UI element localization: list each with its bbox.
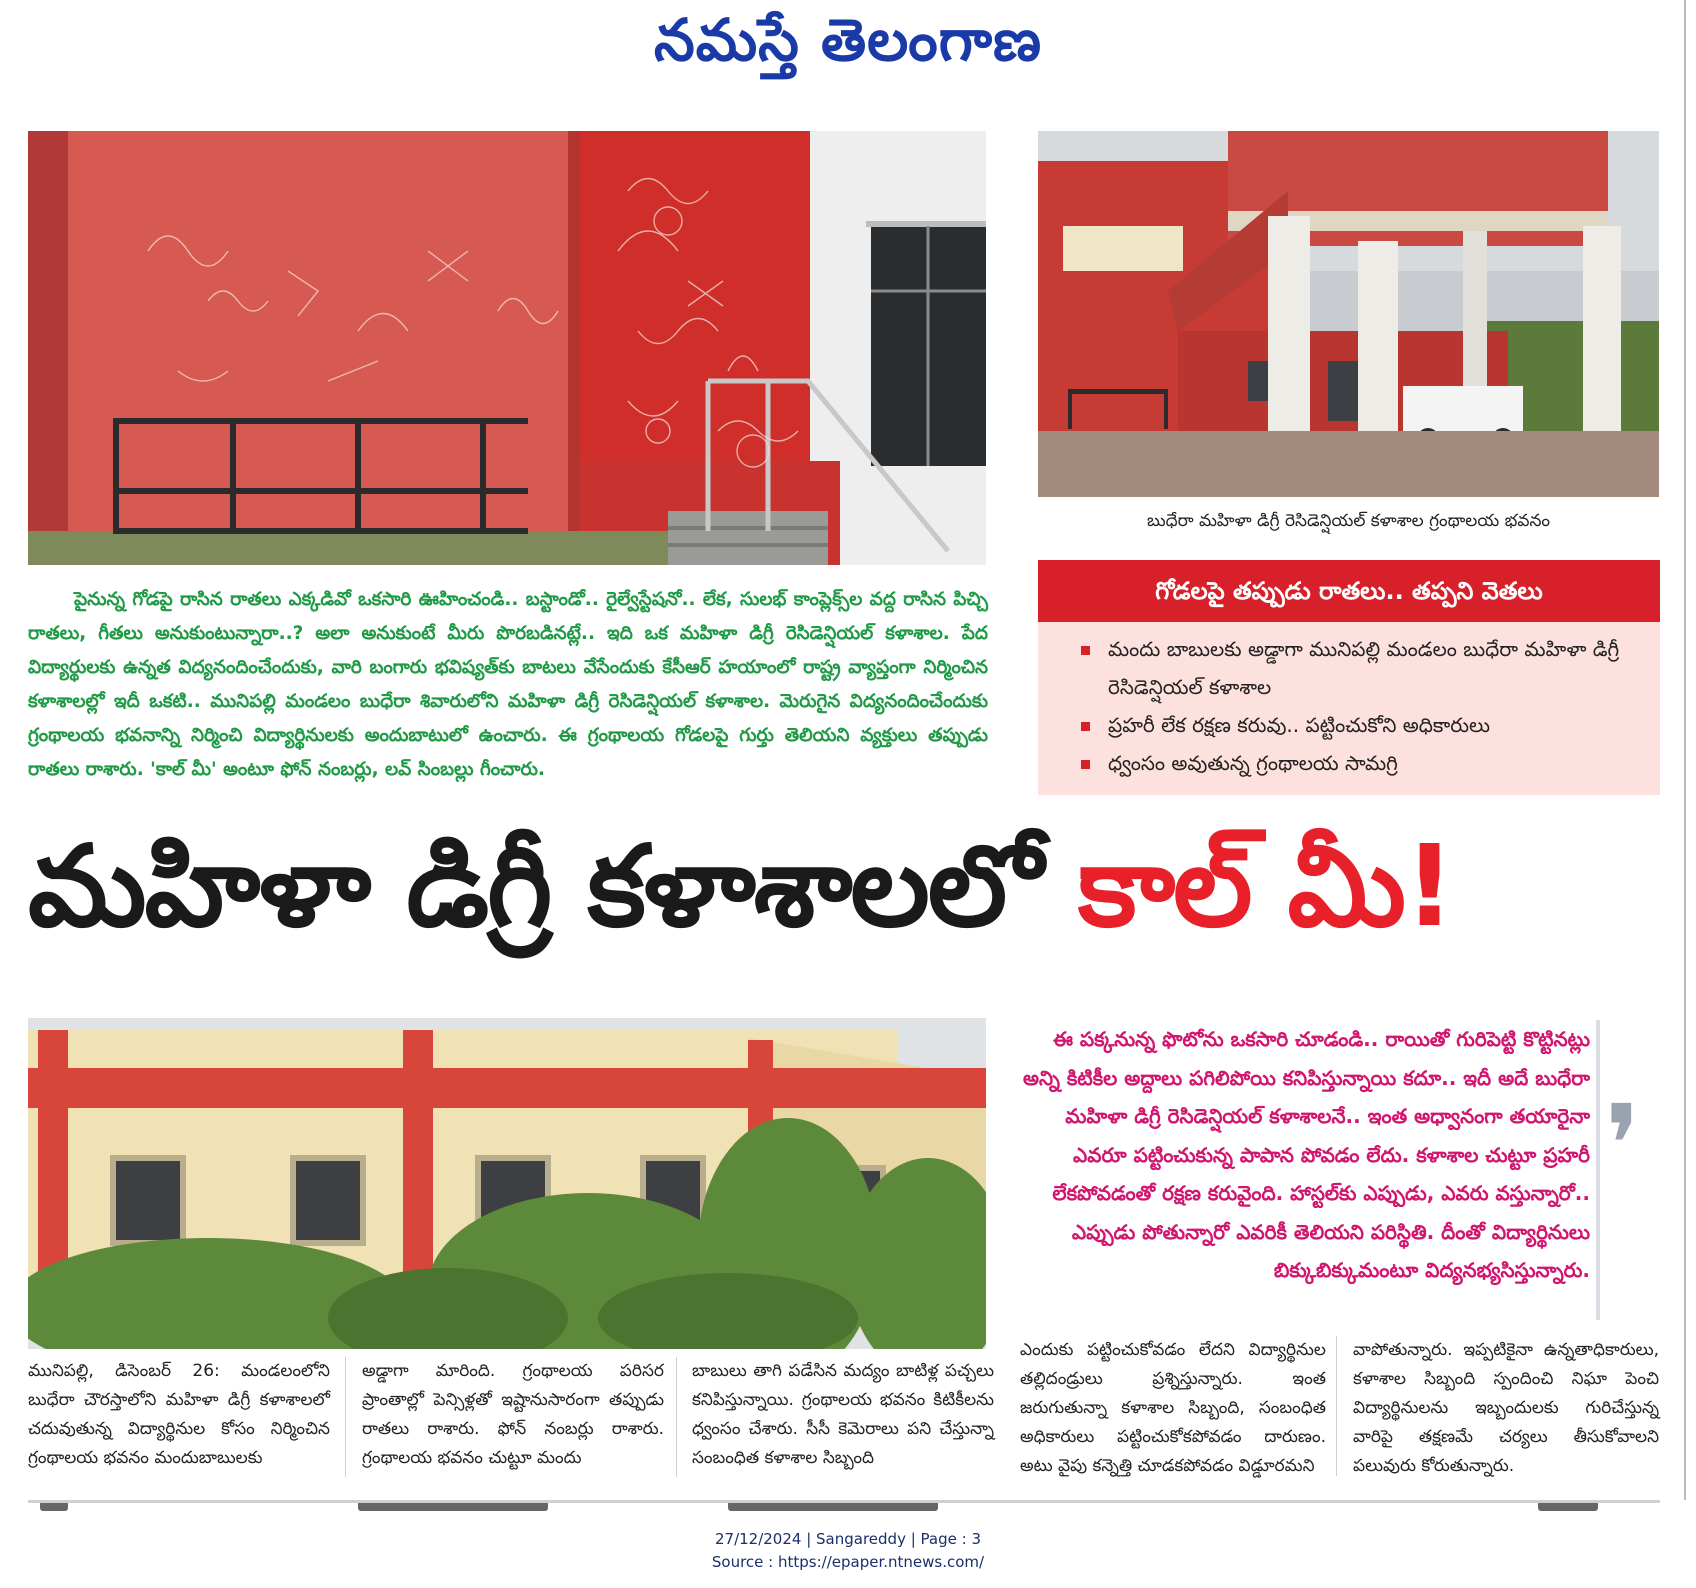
footer-source: Source : https://epaper.ntnews.com/ [711, 1553, 985, 1571]
highlights-list [1038, 630, 1660, 782]
highlight-text: ధ్వంసం అవుతున్న గ్రంథాలయ సామగ్రి [1108, 751, 1398, 775]
hostel-building-photo [28, 1018, 986, 1349]
square-bullet-icon [1081, 722, 1090, 731]
highlight-text: ప్రహరీ లేక రక్షణ కరువు.. పట్టించుకోని అధికారులు [1108, 713, 1491, 737]
column-divider [345, 1357, 346, 1477]
article-column-5: వాపోతున్నారు. ఇప్పటికైనా ఉన్నతాధికారులు, కళాశాల సిబ్బంది స్పందించి నిఘా పెంచి విద్యార్థినులను ఇబ్బందులకు గురిచేస్తున్న వారిపై తక్షణమే చర్యలు తీసుకోవాలని పలువురు కోరుతున్నారు. [1353, 1340, 1659, 1476]
quote-divider [1596, 1020, 1600, 1320]
cut-off-next-article [28, 1503, 1660, 1517]
highlight-text: మందు బాబులకు అడ్డాగా మునిపల్లి మండలం బుధేరా మహిళా డిగ్రీ రెసిడెన్షియల్ కళాశాల [1108, 637, 1620, 699]
pull-quote: ఈ పక్కనున్న ఫొటోను ఒకసారి చూడండి.. రాయితో గురిపెట్టి కొట్టినట్లు అన్ని కిటికీల అద్దాలు పగిలిపోయి కనిపిస్తున్నాయి కదూ.. ఇదీ అదే బుధేరా మహిళా డిగ్రీ రెసిడెన్షియల్ కళాశాలనే.. ఇంత అధ్వానంగా తయారైనా ఎవరూ పట్టించుకున్న పాపాన పోవడం లేదు. కళాశాల చుట్టూ ప్రహరీ లేకపోవడంతో రక్షణ కరువైంది. హాస్టల్‌కు ఎప్పుడు, ఎవరు వస్తున్నారో.. ఎప్పుడు పోతున్నారో ఎవరికీ తెలియని పరిస్థితి. దీంతో విద్యార్థినులు బిక్కుబిక్కుమంటూ విద్యనభ్యసిస్తున్నారు. [1023, 1027, 1590, 1282]
highlight-item [1038, 706, 1660, 744]
highlight-item [1038, 630, 1660, 706]
photo-caption: బుధేరా మహిళా డిగ్రీ రెసిడెన్షియల్ కళాశాల గ్రంథాలయ భవనం [1146, 511, 1551, 531]
masthead-title: నమస్తే తెలంగాణ [654, 6, 1042, 74]
headline-black-part: మహిళా డిగ్రీ కళాశాలలో [28, 822, 1079, 952]
square-bullet-icon [1081, 646, 1090, 655]
highlight-item [1038, 744, 1660, 782]
graffiti-wall-photo [28, 131, 986, 565]
page-edge-rule [1684, 0, 1686, 1500]
article-column-3: బాబులు తాగి పడేసిన మద్యం బాటిళ్ల పచ్చలు కనిపిస్తున్నాయి. గ్రంథాలయ భవనం కిటికీలను ధ్వంసం చేశారు. సీసీ కెమెరాలు పని చేస్తున్నా సంబంధిత కళాశాల సిబ్బంది [692, 1361, 994, 1468]
square-bullet-icon [1081, 760, 1090, 769]
column-divider [1336, 1336, 1337, 1476]
article-column-4: ఎందుకు పట్టించుకోవడం లేదని విద్యార్థినుల తల్లిదండ్రులు ప్రశ్నిస్తున్నారు. ఇంత జరుగుతున్నా కళాశాల సిబ్బంది, సంబంధిత అధికారులు పట్టించుకోకపోవడం దారుణం. అటు వైపు కన్నెత్తి చూడకపోవడం విడ్డూరమని [1020, 1340, 1326, 1476]
highlights-title: గోడలపై తప్పుడు రాతలు.. తప్పని వెతలు [1038, 560, 1660, 622]
article-column-1: మునిపల్లి, డిసెంబర్ 26: మండలంలోని బుధేరా చౌరస్తాలోని మహిళా డిగ్రీ కళాశాలలో చదువుతున్న విద్యార్థినుల కోసం నిర్మించిన గ్రంథాలయ భవనం మందుబాబులకు [28, 1361, 330, 1468]
highlights-box [1038, 560, 1660, 795]
intro-paragraph: పైనున్న గోడపై రాసిన రాతలు ఎక్కడివో ఒకసారి ఊహించండి.. బస్టాండో.. రైల్వేస్టేషనో.. లేక, సులభ్ కాంప్లెక్స్‌ల వద్ద రాసిన పిచ్చి రాతలు, గీతలు అనుకుంటున్నారా..? అలా అనుకుంటే మీరు పొరబడినట్లే.. ఇది ఒక మహిళా డిగ్రీ రెసిడెన్షియల్ కళాశాల. పేద విద్యార్థులకు ఉన్నత విద్యనందించేందుకు, వారి బంగారు భవిష్యత్‌కు బాటలు వేసేందుకు కేసీఆర్ హయాంలో రాష్ట్ర వ్యాప్తంగా నిర్మించిన కళాశాలల్లో ఇదీ ఒకటి.. మునిపల్లి మండలం బుధేరా శివారులోని మహిళా డిగ్రీ రెసిడెన్షియల్ కళాశాల. మెరుగైన విద్యనందించేందుకు గ్రంథాలయ భవనాన్ని నిర్మించి విద్యార్థినులకు అందుబాటులో ఉంచారు. ఈ గ్రంథాలయ గోడలపై గుర్తు తెలియని వ్యక్తులు తప్పుడు రాతలు రాశారు. 'కాల్ మీ' అంటూ ఫోన్ నంబర్లు, లవ్ సింబల్లు గీంచారు. [28, 589, 988, 780]
headline-red-part: కాల్ మీ! [1078, 822, 1454, 952]
library-building-photo [1038, 131, 1659, 497]
article-column-2: అడ్డాగా మారింది. గ్రంథాలయ పరిసర ప్రాంతాల్లో పెన్సిళ్లతో ఇష్టానుసారంగా తప్పుడు రాతలు రాశారు. ఫోన్ నంబర్లు రాశారు. గ్రంథాలయ భవనం చుట్టూ మందు [362, 1361, 664, 1468]
footer-date-page: 27/12/2024 | Sangareddy | Page : 3 [714, 1530, 981, 1548]
quote-mark-icon: ❜ [1605, 1081, 1641, 1209]
main-headline [28, 800, 1668, 975]
column-divider [676, 1357, 677, 1477]
